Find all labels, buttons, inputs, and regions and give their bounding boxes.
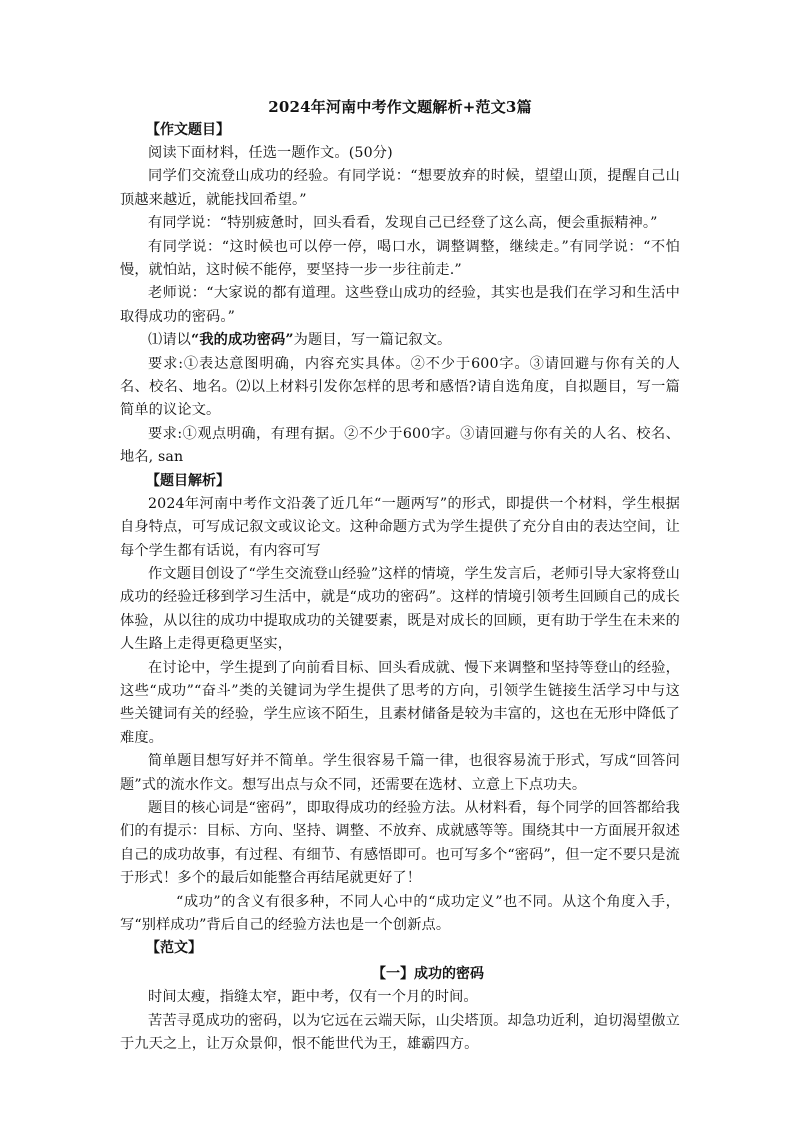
- paragraph-task-1: [120, 329, 680, 352]
- paragraph-analysis-6: “成功”的含义有很多种，不同人心中的“成功定义”也不同。从这个角度入手，写“别样成功”背后自己的经验方法也是一个创新点。: [120, 893, 680, 933]
- task-1-suffix: 为题目，写一篇记叙文。: [293, 332, 452, 349]
- paragraph-analysis-5: 题目的核心词是“密码”，即取得成功的经验方法。从材料看，每个同学的回答都给我们的有提示：目标、方向、坚持、调整、不放弃、成就感等等。围绕其中一方面展开叙述自己的成功故事，有过程、有细节、有感悟即可。也可写多个“密码”，但一定不要只是流于形式！多个的最后如能整合再结尾就更好了！: [120, 799, 680, 887]
- paragraph-essay-2: 苦苦寻觅成功的密码，以为它远在云端天际，山尖塔顶。却急功近利，迫切渴望傲立于九天之上，让万众景仰，恨不能世代为王，雄霸四方。: [120, 1012, 680, 1053]
- paragraph-essay-1: 时间太瘦，指缝太窄，距中考，仅有一个月的时间。: [148, 989, 478, 1006]
- paragraph-requirements-2: 要求:①观点明确，有理有据。②不少于600字。③请回避与你有关的人名、校名、地名, san: [120, 425, 680, 466]
- section-heading-essay: 【范文】: [146, 940, 202, 957]
- document-page: [120, 96, 680, 1057]
- paragraph-material-1: 同学们交流登山成功的经验。有同学说：“想要放弃的时候，望望山顶，提醒自己山顶越来越近，就能找回希望。”: [120, 168, 680, 208]
- document-title: 2024年河南中考作文题解析+范文3篇: [268, 98, 532, 116]
- section-heading-analysis: 【题目解析】: [146, 472, 230, 489]
- paragraph-analysis-2: 作文题目创设了“学生交流登山经验”这样的情境，学生发言后，老师引导大家将登山成功的经验迁移到学习生活中，就是“成功的密码”。这样的情境引领考生回顾自己的成长体验，从以往的成功中提取成功的关键要素，既是对成长的回顾，更有助于学生在未来的人生路上走得更稳更坚实，: [120, 565, 680, 653]
- paragraph-instruction: 阅读下面材料，任选一题作文。(50分): [148, 145, 393, 161]
- essay-title: 【一】成功的密码: [372, 966, 484, 983]
- paragraph-analysis-1: 2024年河南中考作文沿袭了近几年“一题两写”的形式，即提供一个材料，学生根据自身特点，可写成记叙文或议论文。这种命题方式为学生提供了充分自由的表达空间，让每个学生都有话说，有内容可写: [120, 495, 680, 559]
- task-1-topic: “我的成功密码”: [191, 332, 294, 349]
- paragraph-analysis-3: 在讨论中，学生提到了向前看目标、回头看成就、慢下来调整和坚持等登山的经验，这些“成功”“奋斗”类的关键词为学生提供了思考的方向，引领学生链接生活学习中与这些关键词有关的经验，学生应该不陌生，且素材储备是较为丰富的，这也在无形中降低了难度。: [120, 659, 680, 746]
- task-1-prefix: ⑴请以: [148, 332, 192, 349]
- paragraph-material-4: 老师说：“大家说的都有道理。这些登山成功的经验，其实也是我们在学习和生活中取得成功的密码。”: [120, 285, 680, 325]
- paragraph-material-3: 有同学说：“这时候也可以停一停，喝口水，调整调整，继续走。”有同学说：“不怕慢，就怕站，这时候不能停，要坚持一步一步往前走.”: [120, 238, 680, 279]
- paragraph-material-2: 有同学说：“特别疲惫时，回头看看，发现自己已经登了这么高，便会重振精神。”: [148, 215, 658, 232]
- paragraph-analysis-4: 简单题目想写好并不简单。学生很容易千篇一律，也很容易流于形式，写成“回答问题”式的流水作文。想写出点与众不同，还需要在选材、立意上下点功夫。: [120, 753, 680, 793]
- paragraph-requirements-1: 要求:①表达意图明确，内容充实具体。②不少于600字。③请回避与你有关的人名、校名、地名。⑵以上材料引发你怎样的思考和感悟?请自选角度，自拟题目，写一篇简单的议论文。: [120, 355, 680, 419]
- section-heading-prompt: 【作文题目】: [146, 122, 230, 138]
